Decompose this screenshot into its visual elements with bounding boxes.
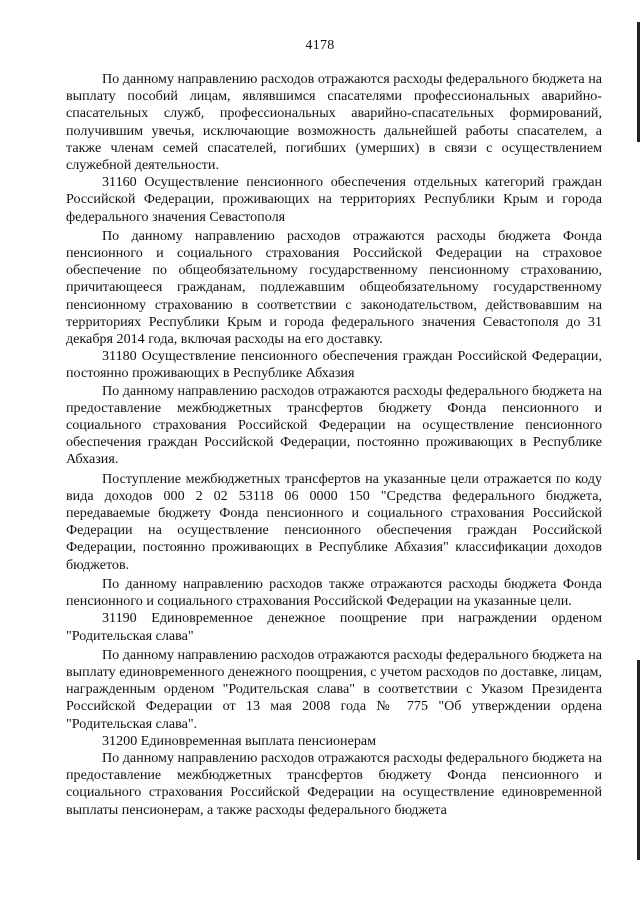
paragraph: По данному направлению расходов отражаются расходы федерального бюджета на предоставление межбюджетных трансфертов бюджету Фонда пенсионного и социального страхования Российской Федерации на осуществление пенсионного обеспечения граждан Российской Федерации, постоянно проживающих в Республике Абхазия. xyxy=(66,382,602,468)
paragraph: По данному направлению расходов отражаются расходы бюджета Фонда пенсионного и социального страхования Российской Федерации на страховое обеспечение по общеобязательному государственному пенсионному страхованию, причитающееся гражданам, подлежавшим общеобязательному государственному пенсионному страхованию в соответствии с законодательством, действовавшим на территориях Республики Крым и города федерального значения Севастополя до 31 декабря 2014 года, включая расходы на его доставку. xyxy=(66,227,602,348)
paragraph: По данному направлению расходов отражаются расходы федерального бюджета на предоставление межбюджетных трансфертов бюджету Фонда пенсионного и социального страхования Российской Федерации на осуществление единовременной выплаты пенсионерам, а также расходы федерального бюджета xyxy=(66,749,602,818)
section-heading: 31180 Осуществление пенсионного обеспечения граждан Российской Федерации, постоянно проживающих в Республике Абхазия xyxy=(66,348,602,382)
paragraph: Поступление межбюджетных трансфертов на указанные цели отражается по коду вида доходов 000 2 02 53118 06 0000 150 "Средства федерального бюджета, передаваемые бюджету Фонда пенсионного и социального страхования Российской Федерации на осуществление пенсионного обеспечения граждан Российской Федерации, постоянно проживающих в Республике Абхазия" классификации доходов бюджетов. xyxy=(66,470,602,573)
section-heading: 31160 Осуществление пенсионного обеспечения отдельных категорий граждан Российской Федерации, проживающих на территориях Республики Крым и города федерального значения Севастополя xyxy=(66,174,602,225)
paragraph: По данному направлению расходов отражаются расходы федерального бюджета на выплату единовременного денежного поощрения, с учетом расходов по доставке, лицам, награжденным орденом "Родительская слава" в соответствии с Указом Президента Российской Федерации от 13 мая 2008 года № 775 "Об утверждении ордена "Родительская слава". xyxy=(66,646,602,732)
paragraph: По данному направлению расходов также отражаются расходы бюджета Фонда пенсионного и социального страхования Российской Федерации на указанные цели. xyxy=(66,575,602,610)
document-body xyxy=(66,71,602,819)
page-number: 4178 xyxy=(305,38,335,53)
section-heading: 31190 Единовременное денежное поощрение при награждении орденом "Родительская слава" xyxy=(66,610,602,644)
paragraph: По данному направлению расходов отражаются расходы федерального бюджета на выплату пособий лицам, являвшимся спасателями профессиональных аварийно-спасательных служб, профессиональных аварийно-спасательных формирований, получившим увечья, исключающие возможность дальнейшей работы спасателем, а также членам семей спасателей, погибших (умерших) в связи с осуществлением служебной деятельности. xyxy=(66,71,602,174)
section-heading: 31200 Единовременная выплата пенсионерам xyxy=(102,732,377,749)
